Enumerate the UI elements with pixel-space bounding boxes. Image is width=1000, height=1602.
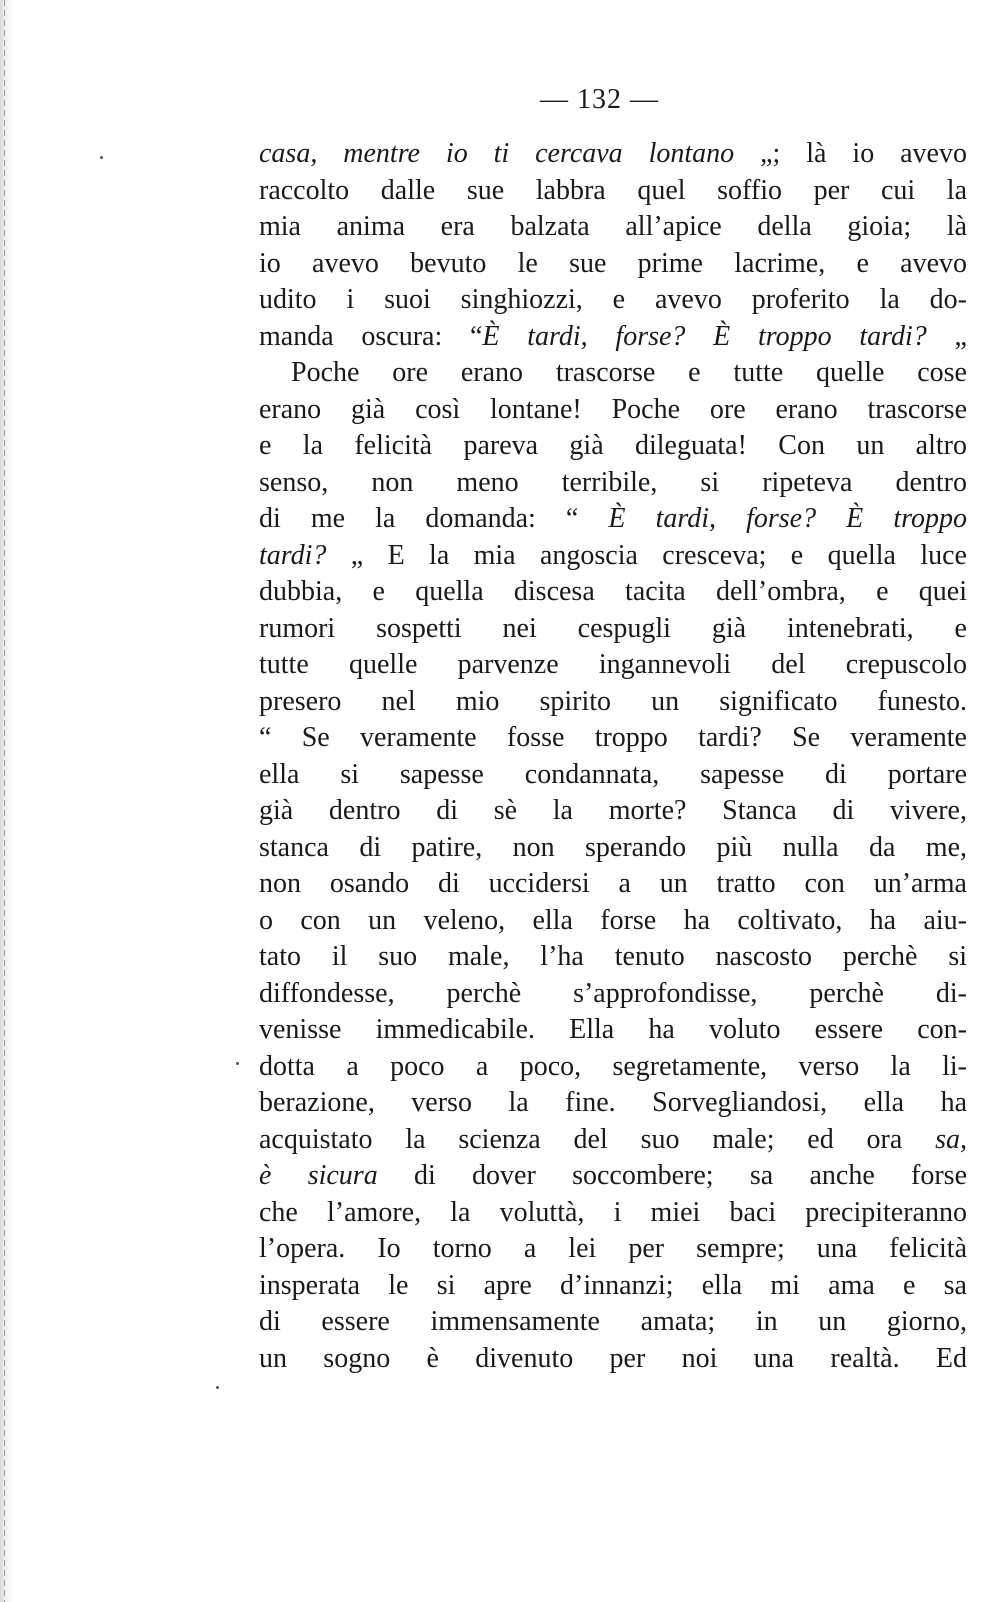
text-line <box>259 903 967 940</box>
text-line <box>259 392 967 429</box>
text-run: acquistato la scienza del suo male; ed ora <box>259 1123 936 1155</box>
text-run: „ E la mia angoscia cresceva; e quella luce <box>326 539 967 571</box>
book-spine-shadow <box>0 0 14 1602</box>
text-line <box>259 428 967 465</box>
print-speck <box>216 1386 219 1389</box>
text-line <box>259 1158 967 1195</box>
text-run: non osando di uccidersi a un tratto con un’arma <box>259 868 967 899</box>
text-run: raccolto dalle sue labbra quel soffio per cui la <box>259 174 967 206</box>
text-run: manda oscura: “ <box>259 320 483 352</box>
text-run: diffondesse, perchè s’approfondisse, perchè di- <box>259 977 967 1009</box>
text-line <box>259 1268 967 1305</box>
page-number: — 132 — <box>540 84 659 115</box>
text-run: Poche ore erano trascorse e tutte quelle cose <box>291 357 967 388</box>
text-line <box>259 757 967 794</box>
text-run: tutte quelle parvenze ingannevoli del crepuscolo <box>259 649 967 680</box>
text-run: berazione, verso la fine. Sorvegliandosi, ella ha <box>259 1087 967 1118</box>
text-run: di me la domanda: “ <box>259 503 609 534</box>
print-speck <box>100 156 103 159</box>
text-run: dotta a poco a poco, segretamente, verso la li- <box>259 1050 967 1082</box>
italic-text: tardi? <box>259 539 327 571</box>
text-run: rumori sospetti nei cespugli già intenebrati, e <box>259 612 967 644</box>
binding-edge-line <box>4 0 5 1602</box>
text-line <box>259 720 967 757</box>
text-line <box>259 939 967 976</box>
italic-text: sa, <box>935 1123 967 1155</box>
text-run: ella si sapesse condannata, sapesse di portare <box>259 758 967 790</box>
text-line <box>259 136 967 173</box>
text-line <box>259 1341 967 1378</box>
text-run: e la felicità pareva già dileguata! Con un altro <box>259 430 967 461</box>
text-run: erano già così lontane! Poche ore erano trascorse <box>259 393 967 425</box>
text-line <box>259 684 967 721</box>
text-line <box>259 611 967 648</box>
text-line <box>259 501 967 538</box>
italic-text: È tardi, forse? È troppo tardi? <box>482 320 927 352</box>
text-line <box>259 173 967 210</box>
text-run: “ Se veramente fosse troppo tardi? Se veramente <box>259 722 967 753</box>
text-line <box>259 465 967 502</box>
italic-text: casa, mentre io ti cercava lontano <box>259 138 735 169</box>
text-run: io avevo bevuto le sue prime lacrime, e avevo <box>259 247 967 279</box>
body-text <box>259 136 967 1377</box>
text-run: che l’amore, la voluttà, i miei baci precipiteranno <box>259 1196 967 1228</box>
text-run: un sogno è divenuto per noi una realtà. Ed <box>259 1342 967 1374</box>
text-run: „ <box>926 320 967 352</box>
text-run: tato il suo male, l’ha tenuto nascosto perchè si <box>259 941 967 972</box>
text-line <box>259 1195 967 1232</box>
text-line <box>259 355 967 392</box>
text-run: l’opera. Io torno a lei per sempre; una felicità <box>259 1233 967 1264</box>
italic-text: È tardi, forse? È troppo <box>608 503 967 534</box>
text-line <box>259 1304 967 1341</box>
text-run: di dover soccombere; sa anche forse <box>377 1160 967 1191</box>
text-line <box>259 647 967 684</box>
text-line <box>259 976 967 1013</box>
text-line <box>259 830 967 867</box>
text-run: stanca di patire, non sperando più nulla da me, <box>259 831 967 863</box>
text-line <box>259 282 967 319</box>
text-run: o con un veleno, ella forse ha coltivato, ha aiu- <box>259 904 967 936</box>
italic-text: è sicura <box>259 1160 378 1191</box>
text-line <box>259 209 967 246</box>
text-line <box>259 1049 967 1086</box>
text-line <box>259 246 967 283</box>
text-run: presero nel mio spirito un significato funesto. <box>259 685 967 717</box>
text-line <box>259 538 967 575</box>
text-run: „; là io avevo <box>734 138 967 169</box>
text-run: mia anima era balzata all’apice della gioia; là <box>259 211 967 242</box>
text-run: udito i suoi singhiozzi, e avevo proferito la do- <box>259 284 967 315</box>
print-speck <box>236 1062 239 1065</box>
text-run: venisse immedicabile. Ella ha voluto essere con- <box>259 1014 967 1045</box>
text-run: insperata le si apre d’innanzi; ella mi ama e sa <box>259 1269 967 1301</box>
text-line <box>259 319 967 356</box>
text-run: di essere immensamente amata; in un giorno, <box>259 1306 967 1337</box>
text-line <box>259 1122 967 1159</box>
text-line <box>259 866 967 903</box>
text-run: senso, non meno terribile, si ripeteva dentro <box>259 466 967 498</box>
text-line <box>259 1085 967 1122</box>
text-line <box>259 574 967 611</box>
text-line <box>259 793 967 830</box>
text-run: dubbia, e quella discesa tacita dell’ombra, e quei <box>259 576 967 607</box>
text-line <box>259 1231 967 1268</box>
text-line <box>259 1012 967 1049</box>
text-run: già dentro di sè la morte? Stanca di vivere, <box>259 795 967 826</box>
